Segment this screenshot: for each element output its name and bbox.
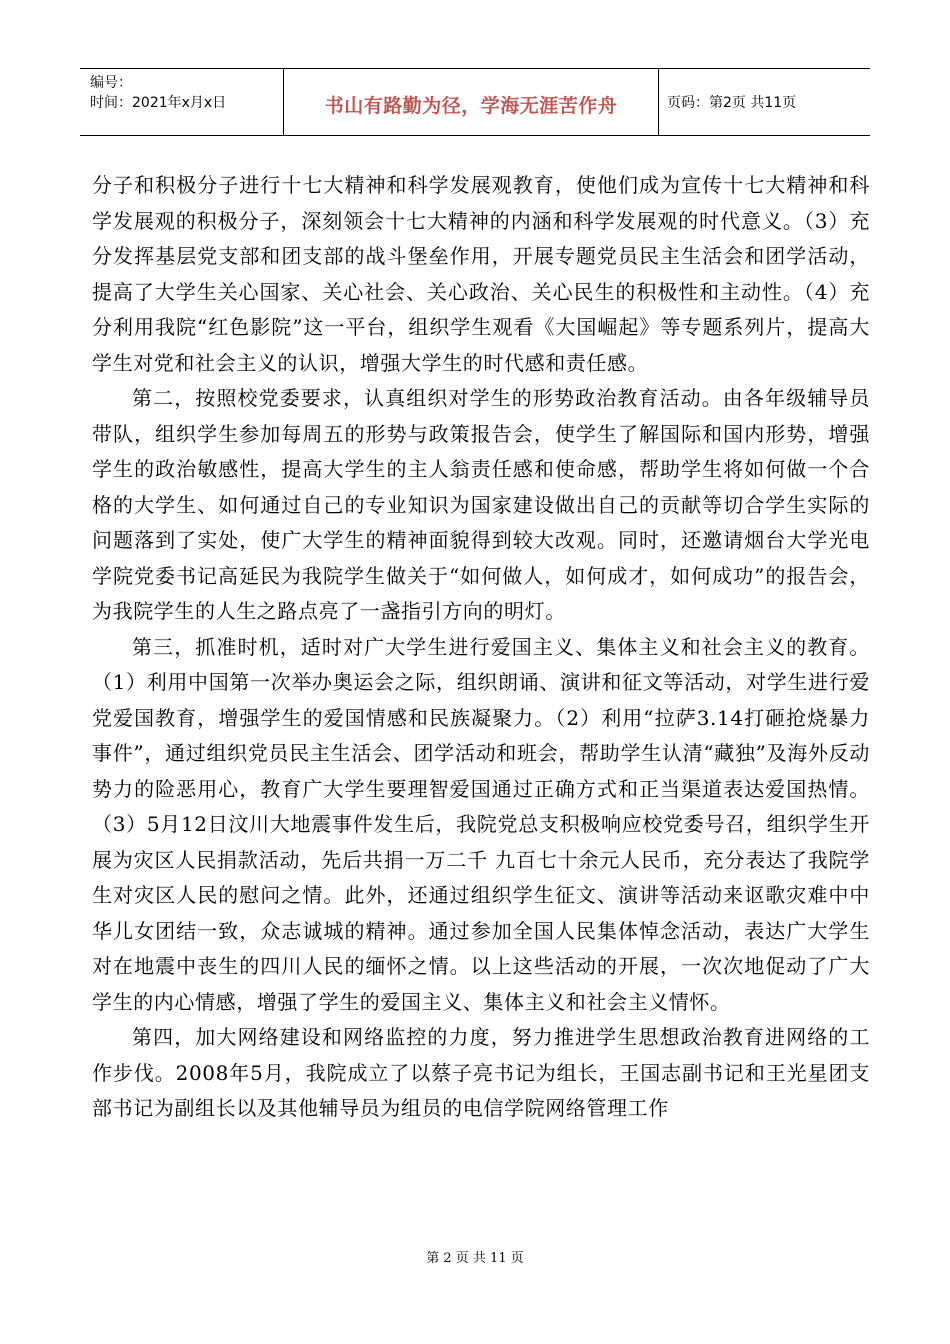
- header-motto-cell: [284, 69, 659, 135]
- header-date: 时间：2021年x月x日: [90, 95, 227, 111]
- paragraph-continuation: 分子和积极分子进行十七大精神和科学发展观教育，使他们成为宣传十七大精神和科学发展观的积极分子，深刻领会十七大精神的内涵和科学发展观的时代意义。（3）充分发挥基层党支部和团支部的战斗堡垒作用，开展专题党员民主生活会和团学活动，提高了大学生关心国家、关心社会、关心政治、关心民生的积极性和主动性。（4）充分利用我院“红色影院”这一平台，组织学生观看《大国崛起》等专题系列片，提高大学生对党和社会主义的认识，增强大学生的时代感和责任感。: [92, 173, 870, 375]
- header-meta: [80, 69, 284, 135]
- page-header: [80, 68, 870, 136]
- paragraph-third: 第三，抓准时机，适时对广大学生进行爱国主义、集体主义和社会主义的教育。（1）利用中国第一次举办奥运会之际，组织朗诵、演讲和征文等活动，对学生进行爱党爱国教育，增强学生的爱国情感和民族凝聚力。（2）利用“拉萨3.14打砸抢烧暴力事件”，通过组织党员民主生活会、团学活动和班会，帮助学生认清“藏独”及海外反动势力的险恶用心，教育广大学生要理智爱国通过正确方式和正当渠道表达爱国热情。（3）5月12日汶川大地震事件发生后，我院党总支积极响应校党委号召，组织学生开展为灾区人民捐款活动，先后共捐一万二千 九百七十余元人民币，充分表达了我院学生对灾区人民的慰问之情。此外，还通过组织学生征文、演讲等活动来讴歌灾难中中华儿女团结一致，众志诚城的精神。通过参加全国人民集体悼念活动，表达广大学生对在地震中丧生的四川人民的缅怀之情。以上这些活动的开展，一次次地促动了广大学生的内心情感，增强了学生的爱国主义、集体主义和社会主义情怀。: [92, 634, 870, 1014]
- header-page-number: 页码：第2页 共11页: [667, 95, 797, 111]
- document-body: [92, 168, 870, 1127]
- paragraph-fourth: 第四，加大网络建设和网络监控的力度，努力推进学生思想政治教育进网络的工作步伐。2008年5月，我院成立了以蔡子亮书记为组长，王国志副书记和王光星团支部书记为副组长以及其他辅导员为组员的电信学院网络管理工作: [92, 1025, 870, 1120]
- header-motto: 书山有路勤为径，学海无涯苦作舟: [324, 94, 618, 117]
- header-page-cell: [659, 69, 870, 135]
- paragraph-second: 第二，按照校党委要求，认真组织对学生的形势政治教育活动。由各年级辅导员带队，组织学生参加每周五的形势与政策报告会，使学生了解国际和国内形势，增强学生的政治敏感性，提高大学生的主人翁责任感和使命感，帮助学生将如何做一个合格的大学生、如何通过自己的专业知识为国家建设做出自己的贡献等切合学生实际的问题落到了实处，使广大学生的精神面貌得到较大改观。同时，还邀请烟台大学光电学院党委书记高延民为我院学生做关于“如何做人，如何成才，如何成功”的报告会，为我院学生的人生之路点亮了一盏指引方向的明灯。: [92, 386, 870, 623]
- page-footer: 第 2 页 共 11 页: [426, 1251, 524, 1266]
- header-number: 编号：: [90, 75, 132, 91]
